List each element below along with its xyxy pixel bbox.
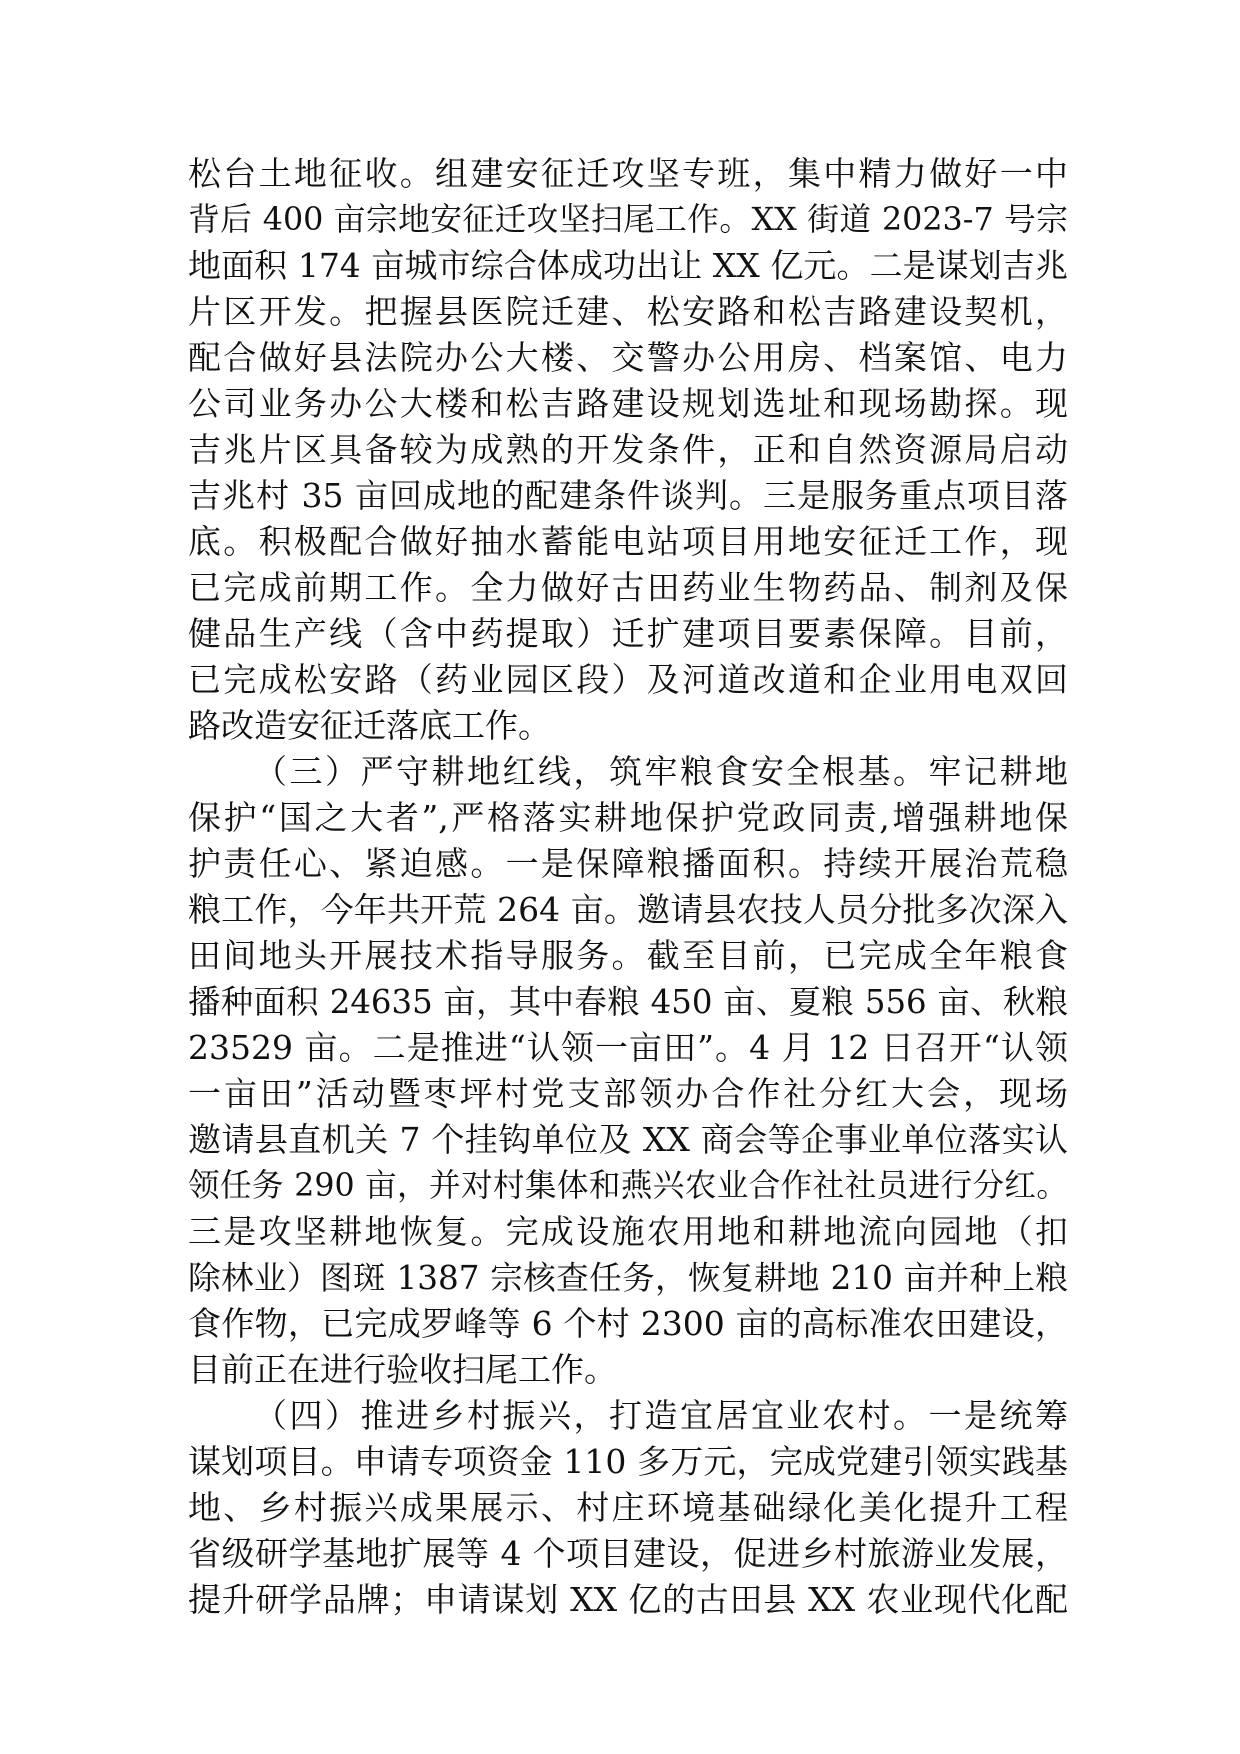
text-line: 三是攻坚耕地恢复。完成设施农用地和耕地流向园地（扣: [188, 1212, 1068, 1251]
text-line: （四）推进乡村振兴，打造宜居宜业农村。一是统筹: [254, 1396, 1068, 1435]
text-line: 田间地头开展技术指导服务。截至目前，已完成全年粮食: [188, 936, 1068, 975]
text-line: 吉兆片区具备较为成熟的开发条件，正和自然资源局启动: [188, 430, 1068, 469]
text-line: 已完成松安路（药业园区段）及河道改道和企业用电双回: [188, 660, 1068, 699]
text-line: 一亩田”活动暨枣坪村党支部领办合作社分红大会，现场: [188, 1074, 1068, 1113]
text-line: 片区开发。把握县医院迁建、松安路和松吉路建设契机，: [188, 292, 1068, 331]
text-line: 粮工作，今年共开荒 264 亩。邀请县农技人员分批多次深入: [188, 890, 1068, 929]
text-line: 已完成前期工作。全力做好古田药业生物药品、制剂及保: [188, 568, 1068, 607]
text-line: 公司业务办公大楼和松吉路建设规划选址和现场勘探。现: [188, 384, 1068, 423]
text-line: 松台土地征收。组建安征迁攻坚专班，集中精力做好一中: [188, 154, 1068, 193]
text-line: 省级研学基地扩展等 4 个项目建设，促进乡村旅游业发展，: [188, 1534, 1068, 1573]
text-line: 目前正在进行验收扫尾工作。: [188, 1350, 617, 1389]
text-line: 提升研学品牌；申请谋划 XX 亿的古田县 XX 农业现代化配: [188, 1580, 1068, 1619]
text-line: 吉兆村 35 亩回成地的配建条件谈判。三是服务重点项目落: [188, 476, 1068, 515]
text-line: 背后 400 亩宗地安征迁攻坚扫尾工作。XX 街道 2023-7 号宗: [188, 202, 1068, 238]
text-line: 健品生产线（含中药提取）迁扩建项目要素保障。目前，: [188, 614, 1068, 653]
text-line: 地、乡村振兴成果展示、村庄环境基础绿化美化提升工程: [188, 1488, 1068, 1527]
text-line: 地面积 174 亩城市综合体成功出让 XX 亿元。二是谋划吉兆: [188, 246, 1068, 285]
text-line: 播种面积 24635 亩，其中春粮 450 亩、夏粮 556 亩、秋粮: [188, 983, 1068, 1021]
text-line: （三）严守耕地红线，筑牢粮食安全根基。牢记耕地: [254, 752, 1068, 791]
text-line: 23529 亩。二是推进“认领一亩田”。4 月 12 日召开“认领: [188, 1028, 1068, 1067]
text-line: 谋划项目。申请专项资金 110 多万元，完成党建引领实践基: [188, 1442, 1068, 1481]
text-line: 路改造安征迁落底工作。: [188, 706, 551, 745]
text-line: 护责任心、紧迫感。一是保障粮播面积。持续开展治荒稳: [188, 844, 1068, 883]
text-line: 配合做好县法院办公大楼、交警办公用房、档案馆、电力: [188, 338, 1068, 377]
text-line: 保护“国之大者”,严格落实耕地保护党政同责,增强耕地保: [188, 798, 1068, 837]
body-text: [188, 151, 1068, 1623]
text-line: 底。积极配合做好抽水蓄能电站项目用地安征迁工作，现: [188, 522, 1068, 561]
text-line: 食作物，已完成罗峰等 6 个村 2300 亩的高标准农田建设，: [188, 1304, 1068, 1343]
text-line: 领任务 290 亩，并对村集体和燕兴农业合作社社员进行分红。: [188, 1168, 1068, 1204]
text-line: 除林业）图斑 1387 宗核查任务，恢复耕地 210 亩并种上粮: [188, 1259, 1068, 1297]
text-line: 邀请县直机关 7 个挂钩单位及 XX 商会等企事业单位落实认: [188, 1120, 1068, 1159]
